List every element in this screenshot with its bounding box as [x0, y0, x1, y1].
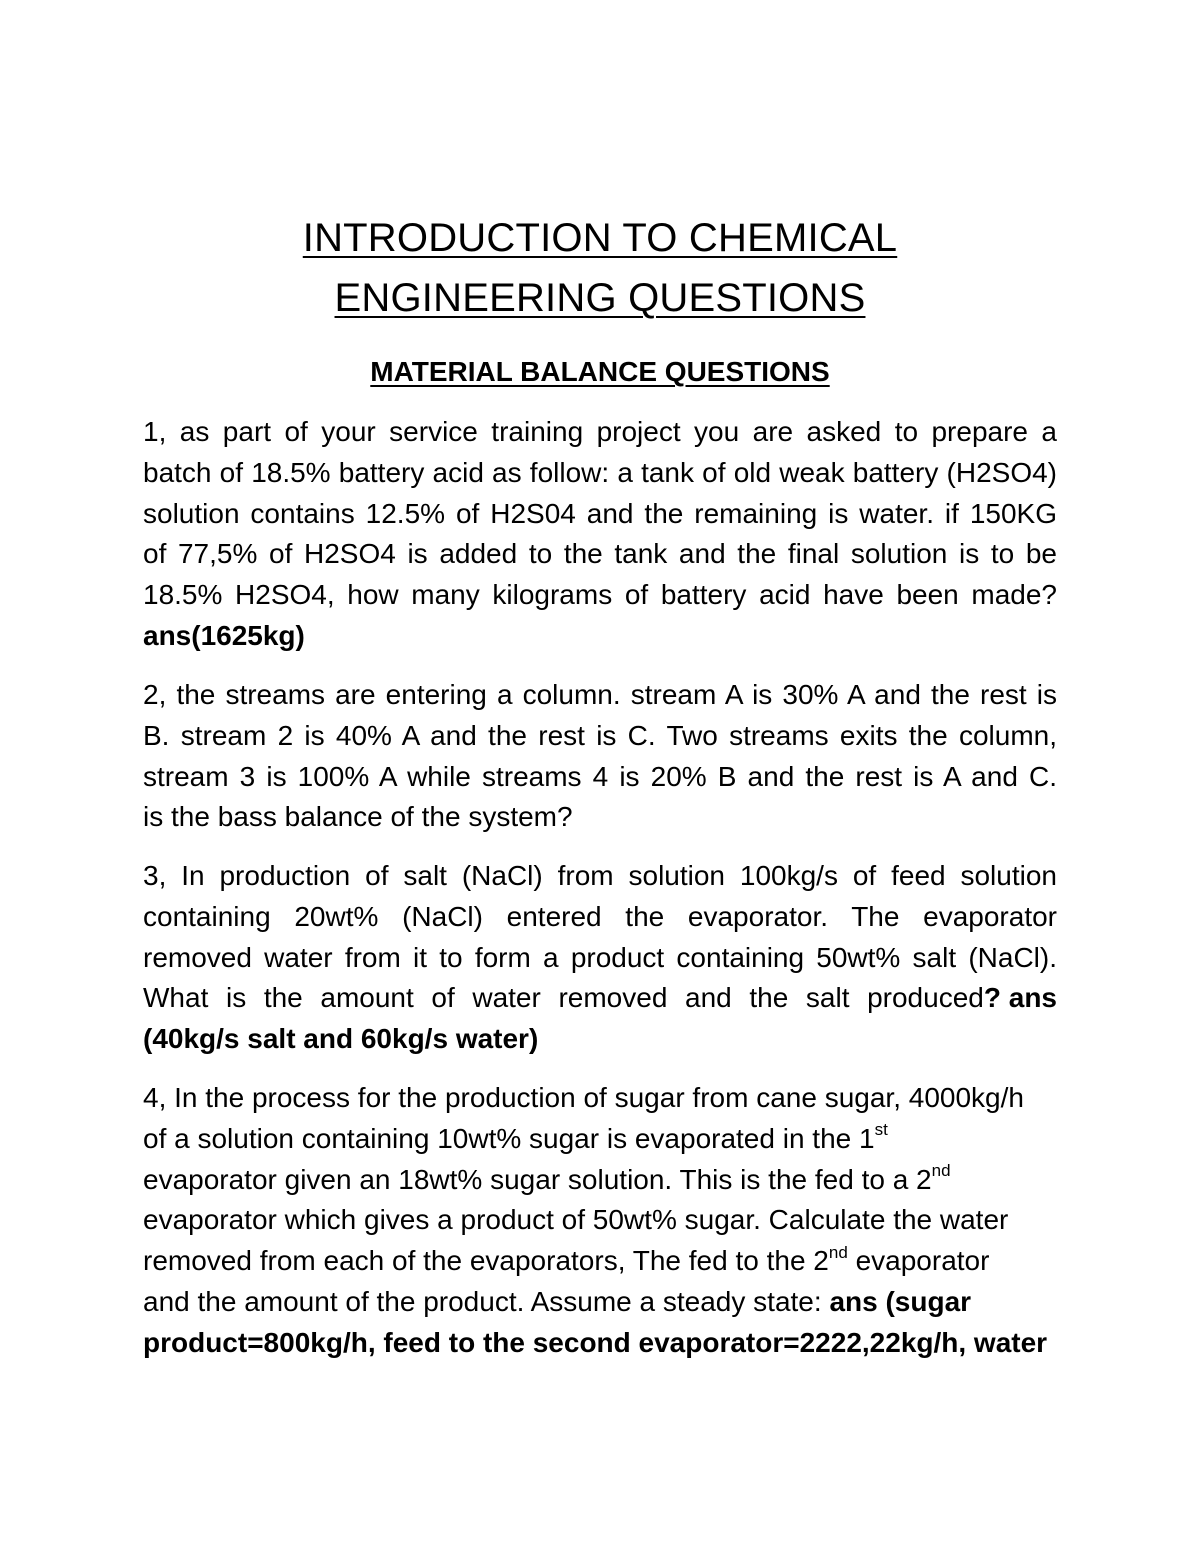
question-1-line-2: batch of 18.5% battery acid as follow: a tank of old weak battery (H2SO4) [143, 456, 1057, 488]
ordinal-suffix: st [874, 1120, 888, 1140]
question-1-answer: ans(1625kg) [143, 619, 305, 651]
question-2-line-4: is the bass balance of the system? [143, 801, 573, 833]
question-2-line-2: B. stream 2 is 40% A and the rest is C. Two streams exits the column, [143, 719, 1057, 751]
question-4-line-2-text: of a solution containing 10wt% sugar is evaporated in the 1 [143, 1122, 875, 1154]
question-4-line-5-text: removed from each of the evaporators, The fed to the 2 [143, 1245, 829, 1277]
question-4-line-4: evaporator which gives a product of 50wt% sugar. Calculate the water [143, 1204, 1009, 1236]
question-3-line-2: containing 20wt% (NaCl) entered the evaporator. The evaporator [143, 900, 1057, 932]
question-1 [143, 412, 1057, 657]
document-title-line-2: ENGINEERING QUESTIONS [334, 276, 866, 320]
section-heading: MATERIAL BALANCE QUESTIONS [370, 356, 830, 387]
question-2-line-3: stream 3 is 100% A while streams 4 is 20% B and the rest is A and C. [143, 760, 1057, 792]
question-4-answer: product=800kg/h, feed to the second evaporator=2222,22kg/h, water [143, 1326, 1048, 1358]
question-3 [143, 856, 1057, 1060]
question-1-line-5: 18.5% H2SO4, how many kilograms of battery acid have been made? [143, 579, 1057, 611]
question-4-line-3-text: evaporator given an 18wt% sugar solution. This is the fed to a 2 [143, 1163, 932, 1195]
question-4-line-6 [143, 1282, 1057, 1323]
question-4-line-3 [143, 1160, 1057, 1201]
question-2 [143, 675, 1057, 838]
question-4 [143, 1078, 1057, 1364]
question-3-line-3: removed water from it to form a product containing 50wt% salt (NaCl). [143, 941, 1057, 973]
question-4-line-2 [143, 1119, 1057, 1160]
question-3-line-4-text: What is the amount of water removed and the salt produced [143, 982, 984, 1014]
ordinal-suffix: nd [828, 1242, 848, 1262]
document-title-line-1: INTRODUCTION TO CHEMICAL [302, 216, 898, 260]
question-4-line-5-tail: evaporator [847, 1245, 990, 1277]
question-3-line-1: 3, In production of salt (NaCl) from solution 100kg/s of feed solution [143, 860, 1057, 891]
question-4-line-6-text: and the amount of the product. Assume a steady state: [143, 1285, 830, 1317]
question-3-answer-start: ? ans [983, 982, 1057, 1014]
question-1-line-1: 1, as part of your service training project you are asked to prepare a [143, 416, 1057, 447]
ordinal-suffix: nd [931, 1161, 951, 1181]
question-1-line-4: of 77,5% of H2SO4 is added to the tank and the final solution is to be [143, 538, 1057, 570]
question-3-line-4 [143, 978, 1057, 1019]
question-2-line-1: 2, the streams are entering a column. stream A is 30% A and the rest is [143, 679, 1057, 710]
question-4-answer-start: ans (sugar [829, 1285, 972, 1317]
question-1-line-3: solution contains 12.5% of H2S04 and the remaining is water. if 150KG [143, 497, 1057, 529]
question-4-line-5 [143, 1241, 1057, 1282]
question-4-line-1: 4, In the process for the production of sugar from cane sugar, 4000kg/h [143, 1082, 1024, 1113]
question-3-answer: (40kg/s salt and 60kg/s water) [143, 1023, 539, 1055]
